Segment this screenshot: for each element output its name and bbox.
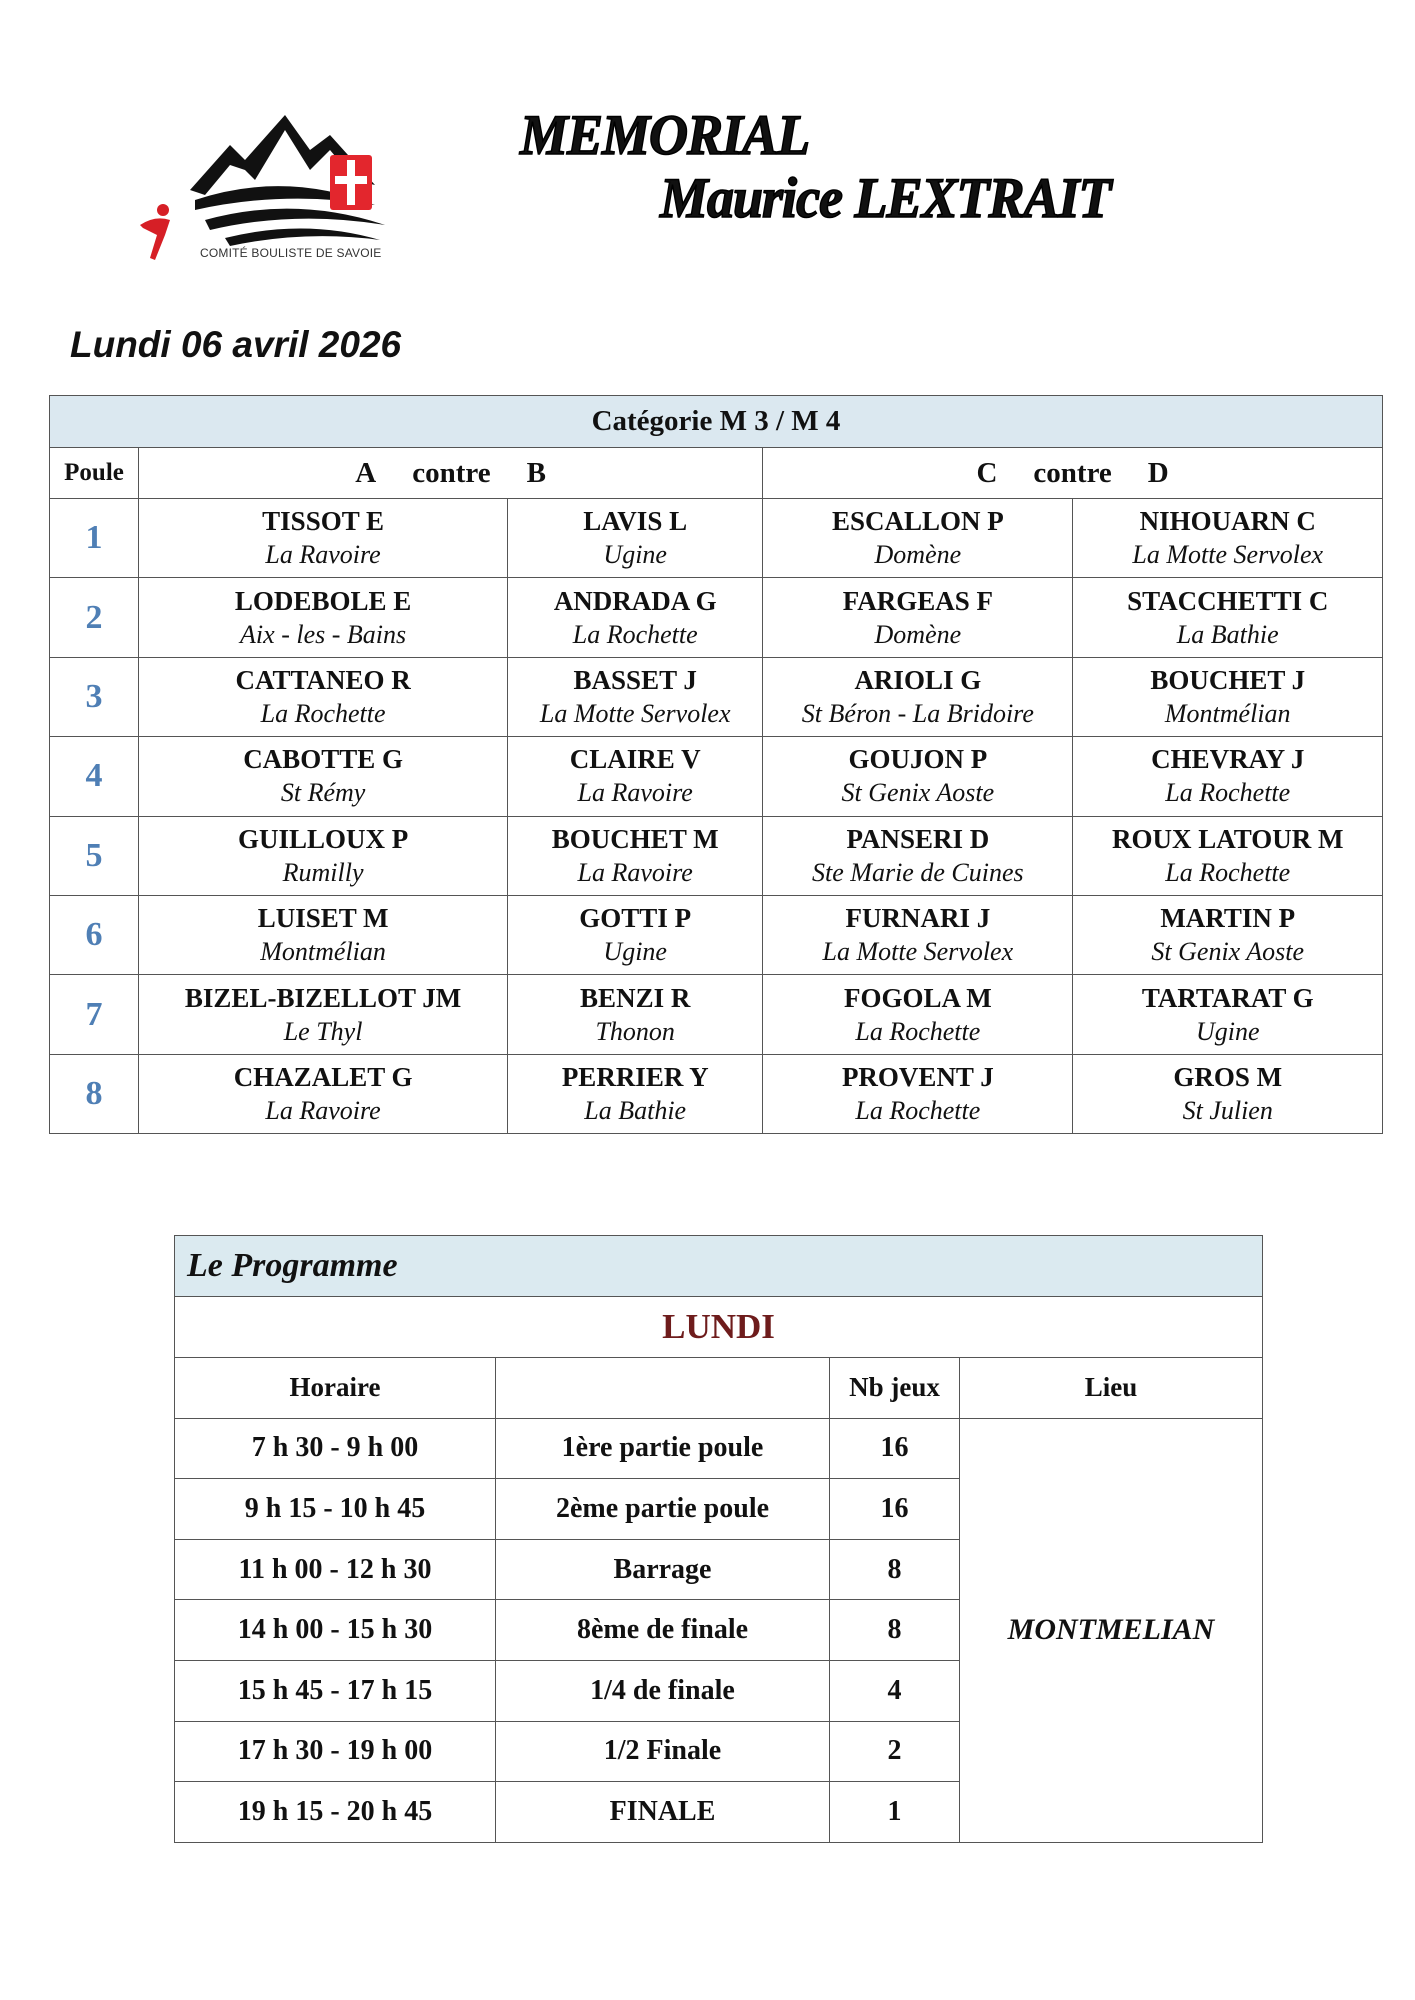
player-cell xyxy=(1073,578,1383,657)
player-club: St Béron - La Bridoire xyxy=(801,698,1034,728)
player-cell xyxy=(1073,816,1383,895)
player-cell xyxy=(508,816,763,895)
player-name: GUILLOUX P xyxy=(237,823,409,854)
player-name: ANDRADA G xyxy=(553,585,717,616)
col-c-contre-d: C contre D xyxy=(763,448,1383,499)
player-club: Thonon xyxy=(595,1016,675,1046)
player-club: La Bathie xyxy=(584,1095,687,1125)
player-club: Rumilly xyxy=(282,857,364,887)
player-cell xyxy=(508,975,763,1054)
schedule-phase: 1/4 de finale xyxy=(496,1660,830,1721)
player-cell xyxy=(763,737,1073,816)
player-cell xyxy=(139,975,508,1054)
player-club: Le Thyl xyxy=(283,1016,363,1046)
player-cell xyxy=(508,895,763,974)
player-name: FOGOLA M xyxy=(843,982,992,1013)
schedule-phase: FINALE xyxy=(496,1782,830,1843)
player-club: La Motte Servolex xyxy=(822,937,1014,967)
player-name: GOUJON P xyxy=(848,744,988,775)
player-cell xyxy=(763,816,1073,895)
player-cell xyxy=(1073,975,1383,1054)
col-poule: Poule xyxy=(50,448,139,499)
player-cell xyxy=(139,499,508,578)
poule-number: 4 xyxy=(50,737,139,816)
title-name: Maurice LEXTRAIT xyxy=(660,166,1111,230)
player-name: BASSET J xyxy=(573,664,697,695)
player-club: Aix - les - Bains xyxy=(240,619,407,649)
poule-row xyxy=(50,578,1383,657)
schedule-phase: Barrage xyxy=(496,1539,830,1600)
player-cell xyxy=(763,657,1073,736)
player-club: Domène xyxy=(874,540,962,570)
player-club: Domène xyxy=(874,619,962,649)
player-cell xyxy=(763,975,1073,1054)
poule-row xyxy=(50,737,1383,816)
col-a-contre-b: A contre B xyxy=(139,448,763,499)
player-club: La Ravoire xyxy=(577,857,693,887)
schedule-time: 9 h 15 - 10 h 45 xyxy=(175,1479,496,1540)
title-memorial: MEMORIAL xyxy=(520,103,810,167)
player-cell xyxy=(508,657,763,736)
schedule-phase: 1ère partie poule xyxy=(496,1418,830,1479)
poule-row xyxy=(50,816,1383,895)
player-name: FURNARI J xyxy=(845,903,991,934)
schedule-time: 15 h 45 - 17 h 15 xyxy=(175,1660,496,1721)
player-club: Ste Marie de Cuines xyxy=(812,857,1024,887)
player-name: ARIOLI G xyxy=(854,664,982,695)
player-name: BENZI R xyxy=(580,982,691,1013)
player-club: La Ravoire xyxy=(577,778,693,808)
col-horaire: Horaire xyxy=(175,1358,496,1419)
schedule-phase: 8ème de finale xyxy=(496,1600,830,1661)
player-cell xyxy=(139,578,508,657)
player-club: St Genix Aoste xyxy=(1151,937,1305,967)
schedule-row xyxy=(175,1418,1263,1479)
player-club: La Motte Servolex xyxy=(539,698,731,728)
schedule-phase: 1/2 Finale xyxy=(496,1721,830,1782)
poule-row xyxy=(50,1054,1383,1133)
player-name: PANSERI D xyxy=(846,823,990,854)
player-name: BOUCHET J xyxy=(1150,664,1306,695)
schedule-phase: 2ème partie poule xyxy=(496,1479,830,1540)
player-name: LODEBOLE E xyxy=(234,585,412,616)
player-cell xyxy=(763,895,1073,974)
player-cell xyxy=(1073,499,1383,578)
player-cell xyxy=(1073,895,1383,974)
schedule-time: 14 h 00 - 15 h 30 xyxy=(175,1600,496,1661)
player-cell xyxy=(1073,737,1383,816)
player-club: Ugine xyxy=(1195,1016,1260,1046)
player-cell xyxy=(139,816,508,895)
player-name: PROVENT J xyxy=(841,1061,994,1092)
player-club: La Ravoire xyxy=(265,1095,381,1125)
programme-table xyxy=(174,1235,1263,1843)
player-club: St Rémy xyxy=(280,778,366,808)
player-name: BOUCHET M xyxy=(551,823,719,854)
player-cell xyxy=(139,1054,508,1133)
player-club: La Rochette xyxy=(855,1095,981,1125)
col-phase xyxy=(496,1358,830,1419)
poule-number: 6 xyxy=(50,895,139,974)
player-name: STACCHETTI C xyxy=(1127,585,1329,616)
player-club: Montmélian xyxy=(1164,698,1291,728)
player-club: La Rochette xyxy=(1165,778,1291,808)
schedule-time: 11 h 00 - 12 h 30 xyxy=(175,1539,496,1600)
player-cell xyxy=(139,737,508,816)
player-name: CHEVRAY J xyxy=(1151,744,1305,775)
player-cell xyxy=(763,1054,1073,1133)
player-name: GOTTI P xyxy=(579,903,692,934)
draw-table xyxy=(49,395,1383,1134)
player-name: MARTIN P xyxy=(1160,903,1296,934)
player-club: La Rochette xyxy=(572,619,698,649)
schedule-games: 16 xyxy=(830,1418,960,1479)
schedule-venue: MONTMELIAN xyxy=(960,1418,1263,1842)
poule-number: 8 xyxy=(50,1054,139,1133)
player-club: Montmélian xyxy=(260,937,386,967)
player-cell xyxy=(508,499,763,578)
player-cell xyxy=(1073,1054,1383,1133)
player-name: LAVIS L xyxy=(583,506,688,537)
poule-row xyxy=(50,975,1383,1054)
player-club: La Ravoire xyxy=(265,540,381,570)
player-club: Ugine xyxy=(603,540,667,570)
player-cell xyxy=(139,657,508,736)
player-name: TARTARAT G xyxy=(1141,982,1314,1013)
poule-number: 1 xyxy=(50,499,139,578)
player-cell xyxy=(763,499,1073,578)
schedule-time: 17 h 30 - 19 h 00 xyxy=(175,1721,496,1782)
player-cell xyxy=(763,578,1073,657)
player-name: FARGEAS F xyxy=(842,585,993,616)
player-name: GROS M xyxy=(1173,1061,1283,1092)
programme-day: LUNDI xyxy=(175,1297,1263,1358)
player-name: LUISET M xyxy=(257,903,389,934)
player-cell xyxy=(139,895,508,974)
player-cell xyxy=(508,737,763,816)
poule-number: 3 xyxy=(50,657,139,736)
poule-number: 7 xyxy=(50,975,139,1054)
schedule-games: 1 xyxy=(830,1782,960,1843)
schedule-games: 8 xyxy=(830,1539,960,1600)
player-club: Ugine xyxy=(603,937,667,967)
player-club: La Rochette xyxy=(855,1016,981,1046)
player-name: TISSOT E xyxy=(262,506,384,537)
player-name: ESCALLON P xyxy=(831,506,1004,537)
schedule-time: 7 h 30 - 9 h 00 xyxy=(175,1418,496,1479)
schedule-games: 16 xyxy=(830,1479,960,1540)
player-name: BIZEL-BIZELLOT JM xyxy=(184,982,462,1013)
schedule-games: 2 xyxy=(830,1721,960,1782)
player-club: La Motte Servolex xyxy=(1132,540,1324,570)
player-cell xyxy=(508,1054,763,1133)
player-name: NIHOUARN C xyxy=(1139,506,1316,537)
player-name: CATTANEO R xyxy=(235,664,411,695)
programme-title: Le Programme xyxy=(175,1236,1263,1297)
schedule-time: 19 h 15 - 20 h 45 xyxy=(175,1782,496,1843)
player-club: La Rochette xyxy=(1165,857,1291,887)
player-club: St Genix Aoste xyxy=(841,778,995,808)
category-header: Catégorie M 3 / M 4 xyxy=(50,396,1383,448)
player-cell xyxy=(1073,657,1383,736)
player-name: CHAZALET G xyxy=(233,1061,413,1092)
poule-number: 5 xyxy=(50,816,139,895)
logo-text: COMITÉ BOULISTE DE SAVOIE xyxy=(200,246,382,260)
poule-row xyxy=(50,499,1383,578)
poule-row xyxy=(50,657,1383,736)
player-name: ROUX LATOUR M xyxy=(1111,823,1344,854)
player-name: CABOTTE G xyxy=(243,744,403,775)
player-name: CLAIRE V xyxy=(569,744,701,775)
player-name: PERRIER Y xyxy=(561,1061,709,1092)
player-club: La Bathie xyxy=(1176,619,1279,649)
poule-number: 2 xyxy=(50,578,139,657)
event-date: Lundi 06 avril 2026 xyxy=(70,324,402,365)
col-nb-jeux: Nb jeux xyxy=(830,1358,960,1419)
schedule-games: 4 xyxy=(830,1660,960,1721)
poule-row xyxy=(50,895,1383,974)
player-cell xyxy=(508,578,763,657)
col-lieu: Lieu xyxy=(960,1358,1263,1419)
schedule-games: 8 xyxy=(830,1600,960,1661)
player-club: St Julien xyxy=(1182,1095,1273,1125)
player-club: La Rochette xyxy=(260,698,386,728)
